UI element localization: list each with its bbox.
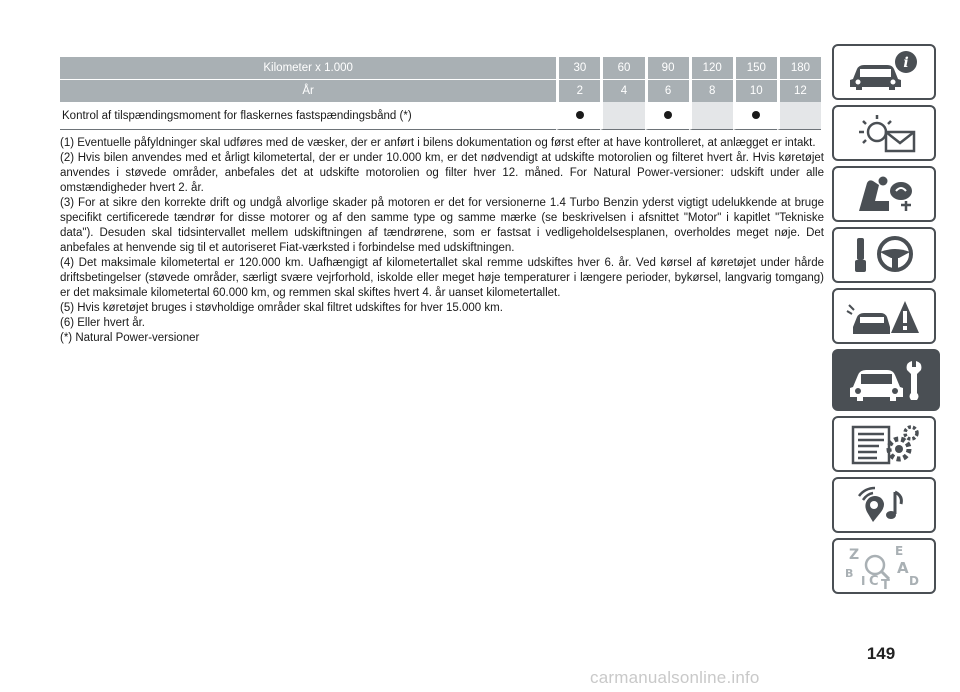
mark-cell	[689, 102, 733, 130]
footnote: (5) Hvis køretøjet bruges i støvholdige områder skal filtret udskiftes for hver 15.000 km.	[60, 302, 503, 314]
table-row	[60, 102, 821, 130]
chapter-tabs	[832, 44, 941, 599]
km-value: 150	[733, 57, 777, 80]
year-value: 2	[556, 80, 600, 102]
specifications-gear-icon	[839, 421, 929, 467]
tab-warning-lights[interactable]	[832, 105, 936, 161]
tab-starting-driving[interactable]	[832, 227, 936, 283]
multimedia-icon	[839, 482, 929, 528]
footnote: (3) For at sikre den korrekte drift og undgå alvorlige skader på motoren er det for versionerne 1.4 Turbo Benzin yderst vigtigt udelukkende at bruge specifikt certificerede tændrør for disse motorer og af den samme type og samme mærke (se beskrivelsen i afsnittet "Motor" i kapitlet "Tekniske data"). Desuden skal tidsintervallet mellem udskiftningen af tændrørene, som er fastsat i vedligeholdelsesplanen, overholdes meget nøje. Det anbefales at henvende sig til et autoriseret Fiat-værksted i forbindelse med udskiftningen.	[60, 197, 824, 254]
row-label: Kontrol af tilspændingsmoment for flaskernes fastspændingsbånd (*)	[60, 102, 556, 130]
footnote: (*) Natural Power-versioner	[60, 332, 200, 344]
warning-light-message-icon	[839, 110, 929, 156]
index-letter: B	[845, 567, 854, 580]
footnote: (6) Eller hvert år.	[60, 317, 145, 329]
km-value: 180	[777, 57, 821, 80]
emergency-hazard-icon	[839, 293, 929, 339]
year-value: 8	[689, 80, 733, 102]
tab-emergency[interactable]	[832, 288, 936, 344]
schedule-mark-dot	[664, 111, 672, 119]
kilometer-header-row	[60, 57, 821, 80]
page-number: 149	[866, 644, 896, 663]
year-header-label: År	[60, 80, 556, 102]
tab-index[interactable]	[832, 538, 936, 594]
svg-text:i: i	[903, 55, 909, 71]
tab-technical-data[interactable]	[832, 416, 936, 472]
tab-maintenance[interactable]	[832, 349, 940, 411]
footnotes	[60, 136, 824, 346]
km-value: 120	[689, 57, 733, 80]
alphabetical-index-icon	[839, 543, 929, 589]
car-info-icon	[839, 49, 929, 95]
footnote: (1) Eventuelle påfyldninger skal udføres med de væsker, der er anført i bilens dokumentation og først efter at have kontrolleret, at anlægget er intakt.	[60, 137, 816, 149]
key-steering-wheel-icon	[839, 232, 929, 278]
watermark: carmanualsonline.info	[590, 668, 760, 687]
mark-cell	[733, 102, 777, 130]
car-wrench-icon	[841, 355, 931, 405]
index-letter: E	[895, 544, 904, 558]
year-value: 10	[733, 80, 777, 102]
index-letter: T	[881, 578, 890, 589]
mark-cell	[600, 102, 644, 130]
index-letter: D	[909, 574, 919, 588]
year-value: 4	[600, 80, 644, 102]
mark-cell	[777, 102, 821, 130]
seat-airbag-icon	[839, 171, 929, 217]
km-value: 60	[600, 57, 644, 80]
footnote: (2) Hvis bilen anvendes med et årligt kilometertal, der er under 10.000 km, er det nødvendigt at udskifte motorolien og filteret hvert år. Hvis køretøjet anvendes i støvede områder, anbefales det at udskifte motorolien og filter hver 12. måned. For Natural Power-versioner: udskift under alle omstændigheder hvert 2. år.	[60, 152, 824, 194]
index-letter: A	[897, 559, 909, 577]
mark-cell	[556, 102, 600, 130]
maintenance-schedule-table	[60, 57, 821, 130]
footnote: (4) Det maksimale kilometertal er 120.000 km. Uafhængigt af kilometertallet skal remme udskiftes hver 6. år. Ved kørsel af køretøjet under hårde driftsbetingelser (støvede områder, særligt svære vejrforhold, iskolde eller meget høje temperaturer i længere perioder, bykørsel, langvarig tomgang) er det maksimale kilometertal 60.000 km, og remmen skal skiftes hvert 4. år uanset kilometertallet.	[60, 257, 824, 299]
index-letter: I	[861, 574, 866, 588]
schedule-mark-dot	[752, 111, 760, 119]
year-value: 12	[777, 80, 821, 102]
index-letter: C	[869, 574, 879, 589]
index-letter: Z	[849, 547, 860, 563]
year-header-row	[60, 80, 821, 102]
km-value: 90	[645, 57, 689, 80]
kilometer-header-label: Kilometer x 1.000	[60, 57, 556, 80]
tab-safety[interactable]	[832, 166, 936, 222]
tab-car-info[interactable]	[832, 44, 936, 100]
tab-multimedia[interactable]	[832, 477, 936, 533]
schedule-mark-dot	[576, 111, 584, 119]
mark-cell	[645, 102, 689, 130]
km-value: 30	[556, 57, 600, 80]
year-value: 6	[645, 80, 689, 102]
